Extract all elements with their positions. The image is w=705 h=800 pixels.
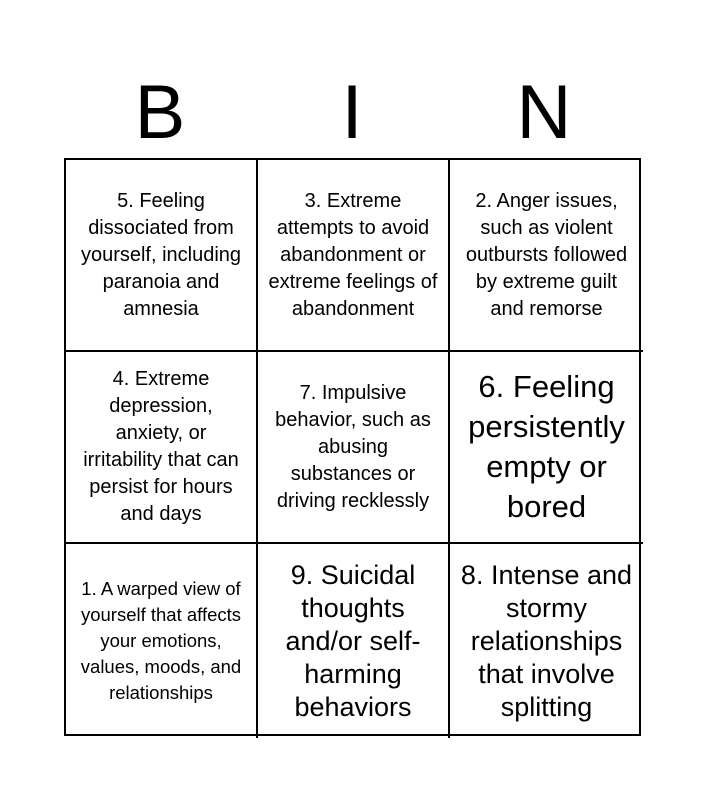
cell-text: 5. Feeling dissociated from yourself, including paranoia and amnesia: [80, 189, 242, 320]
cell-text: 2. Anger issues, such as violent outbursts followed by extreme guilt and remorse: [465, 189, 628, 320]
bingo-cell[interactable]: [258, 160, 450, 352]
bingo-cell[interactable]: [258, 352, 450, 544]
cell-text: 1. A warped view of yourself that affects your emotions, values, moods, and relationships: [80, 578, 242, 703]
cell-text: 8. Intense and stormy relationships that involve splitting: [460, 559, 633, 722]
cell-text: 7. Impulsive behavior, such as abusing substances or driving recklessly: [275, 381, 431, 512]
cell-text: 6. Feeling persistently empty or bored: [468, 369, 625, 524]
header-letter-i: I: [341, 70, 363, 155]
bingo-cell[interactable]: [450, 352, 643, 544]
bingo-cell[interactable]: [258, 544, 450, 738]
header-letter-b: B: [134, 70, 186, 155]
bingo-cell[interactable]: [450, 544, 643, 738]
bingo-header: [64, 70, 641, 155]
cell-text: 3. Extreme attempts to avoid abandonment or extreme feelings of abandonment: [268, 189, 438, 320]
header-letter-n: N: [516, 70, 572, 155]
bingo-cell[interactable]: [450, 160, 643, 352]
bingo-grid: [64, 158, 641, 736]
cell-text: 9. Suicidal thoughts and/or self-harming behaviors: [285, 559, 421, 722]
bingo-cell[interactable]: [66, 352, 258, 544]
bingo-cell[interactable]: [66, 544, 258, 738]
bingo-cell[interactable]: [66, 160, 258, 352]
cell-text: 4. Extreme depression, anxiety, or irritability that can persist for hours and days: [83, 368, 239, 525]
